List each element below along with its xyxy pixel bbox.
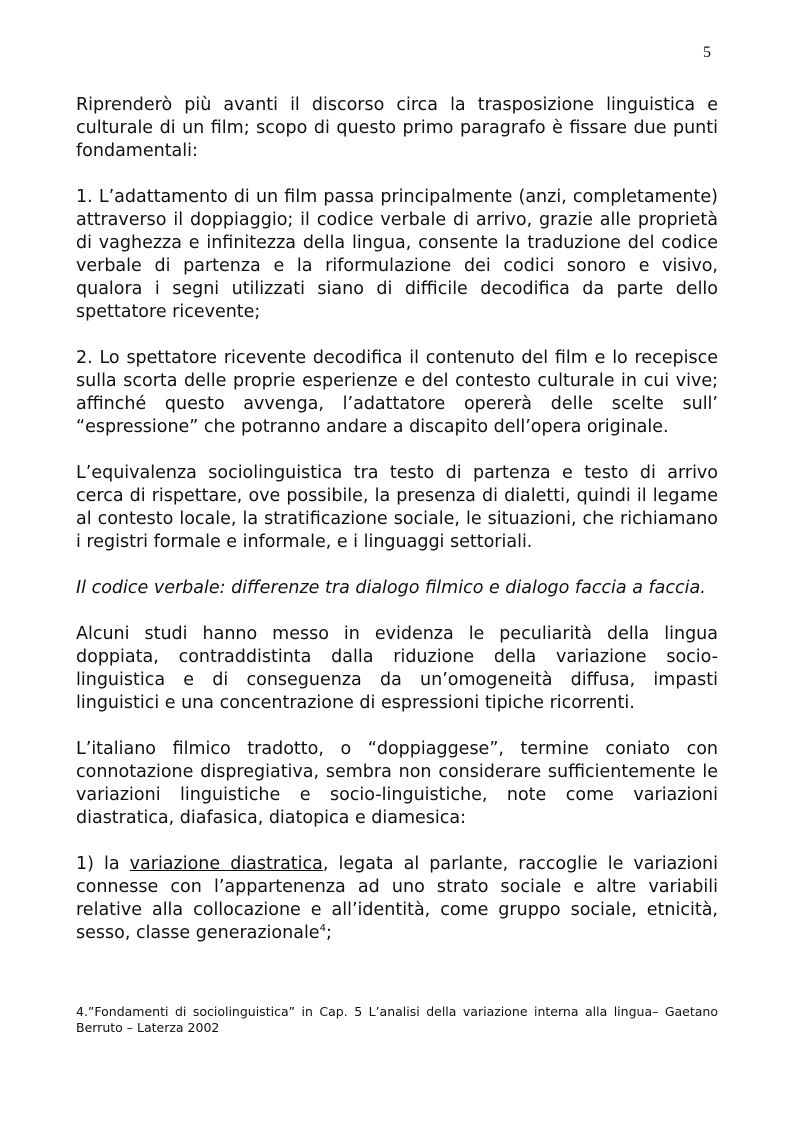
p7-body: , legata al parlante, raccoglie le variazioni connesse con l’appartenenza ad uno strato sociale e altre variabili relative alla collocazione e all’identità, come gruppo sociale, etnicità, sesso, classe generazionale (76, 854, 718, 943)
paragraph-intro: Riprenderò più avanti il discorso circa la trasposizione linguistica e culturale di un film; scopo di questo primo paragrafo è fissare due punti fondamentali: (76, 95, 718, 161)
p7-end: ; (325, 923, 332, 943)
term-variazione-diastratica: variazione diastratica (129, 854, 323, 874)
paragraph-point-2: 2. Lo spettatore ricevente decodifica il contenuto del film e lo recepisce sulla scorta delle proprie esperienze e del contesto culturale in cui vive; affinché questo avvenga, l’adattatore opererà delle scelte sull’ “espressione” che potranno andare a discapito dell’opera originale. (76, 348, 718, 437)
footnote: 4.”Fondamenti di sociolinguistica” in Cap. 5 L’analisi della variazione interna alla lingua– Gaetano Berruto – Laterza 2002 (76, 1004, 718, 1035)
footnote-ref[interactable]: 4 (319, 923, 326, 935)
paragraph-point-1: 1. L’adattamento di un film passa principalmente (anzi, completamente) attraverso il doppiaggio; il codice verbale di arrivo, grazie alle proprietà di vaghezza e infinitezza della lingua, consente la traduzione del codice verbale di partenza e la riformulazione dei codici sonoro e visivo, qualora i segni utilizzati siano di difficile decodifica da parte dello spettatore ricevente; (76, 187, 718, 322)
p7-lead: 1) la (76, 854, 130, 874)
paragraph-doppiaggese: L’italiano filmico tradotto, o “doppiaggese”, termine coniato con connotazione dispregiativa, sembra non considerare sufficientemente le variazioni linguistiche e socio-linguistiche, note come variazioni diastratica, diafasica, diatopica e diamesica: (76, 739, 718, 828)
paragraph-equivalence: L’equivalenza sociolinguistica tra testo di partenza e testo di arrivo cerca di rispettare, ove possibile, la presenza di dialetti, quindi il legame al contesto locale, la stratificazione sociale, le situazioni, che richiamano i registri formale e informale, e i linguaggi settoriali. (76, 463, 718, 552)
page-number: 5 (703, 44, 711, 61)
section-heading: Il codice verbale: differenze tra dialogo filmico e dialogo faccia a faccia. (76, 578, 706, 598)
paragraph-studies: Alcuni studi hanno messo in evidenza le peculiarità della lingua doppiata, contraddistinta dalla riduzione della variazione socio-linguistica e di conseguenza da un’omogeneità diffusa, impasti linguistici e una concentrazione di espressioni tipiche ricorrenti. (76, 624, 718, 713)
paragraph-diastratica (76, 853, 718, 945)
body-text (76, 94, 718, 968)
